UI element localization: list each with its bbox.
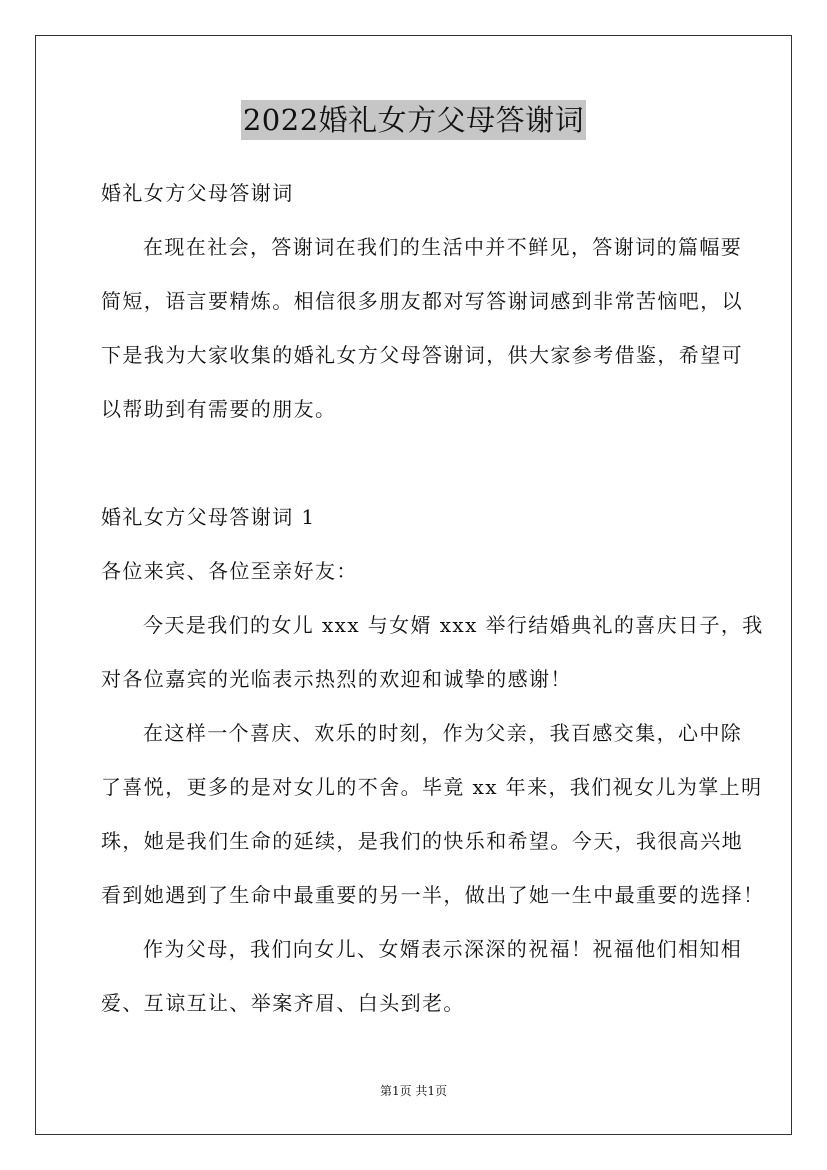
- intro-line-4: 以帮助到有需要的朋友。: [101, 397, 337, 421]
- para3-line-1: 作为父母，我们向女儿、女婿表示深深的祝福！祝福他们相知相: [143, 937, 743, 961]
- paragraph-spacer: [101, 436, 731, 490]
- para2-line-3: 珠，她是我们生命的延续，是我们的快乐和希望。今天，我很高兴地: [101, 829, 743, 853]
- intro-line-2: 简短，语言要精炼。相信很多朋友都对写答谢词感到非常苦恼吧，以: [101, 289, 743, 313]
- subtitle: 婚礼女方父母答谢词: [101, 181, 294, 205]
- greeting: 各位来宾、各位至亲好友：: [101, 559, 358, 583]
- para2-line-1: 在这样一个喜庆、欢乐的时刻，作为父亲，我百感交集，心中除: [143, 721, 743, 745]
- intro-line-1: 在现在社会，答谢词在我们的生活中并不鲜见，答谢词的篇幅要: [143, 235, 743, 259]
- para3-line-2: 爱、互谅互让、举案齐眉、白头到老。: [101, 991, 465, 1015]
- para2-line-2: 了喜悦，更多的是对女儿的不舍。毕竟 xx 年来，我们视女儿为掌上明: [101, 775, 763, 799]
- para1-line-1: 今天是我们的女儿 xxx 与女婿 xxx 举行结婚典礼的喜庆日子，我: [143, 613, 764, 637]
- page-footer: 第1页 共1页: [379, 1084, 448, 1098]
- para2-line-4: 看到她遇到了生命中最重要的另一半，做出了她一生中最重要的选择！: [101, 883, 765, 907]
- section-heading: 婚礼女方父母答谢词 1: [101, 505, 316, 529]
- title-container: [0, 100, 827, 140]
- document-title: 2022婚礼女方父母答谢词: [241, 100, 586, 140]
- intro-line-3: 下是我为大家收集的婚礼女方父母答谢词，供大家参考借鉴，希望可: [101, 343, 743, 367]
- document-body: [101, 166, 765, 1030]
- para1-line-2: 对各位嘉宾的光临表示热烈的欢迎和诚挚的感谢！: [101, 667, 572, 691]
